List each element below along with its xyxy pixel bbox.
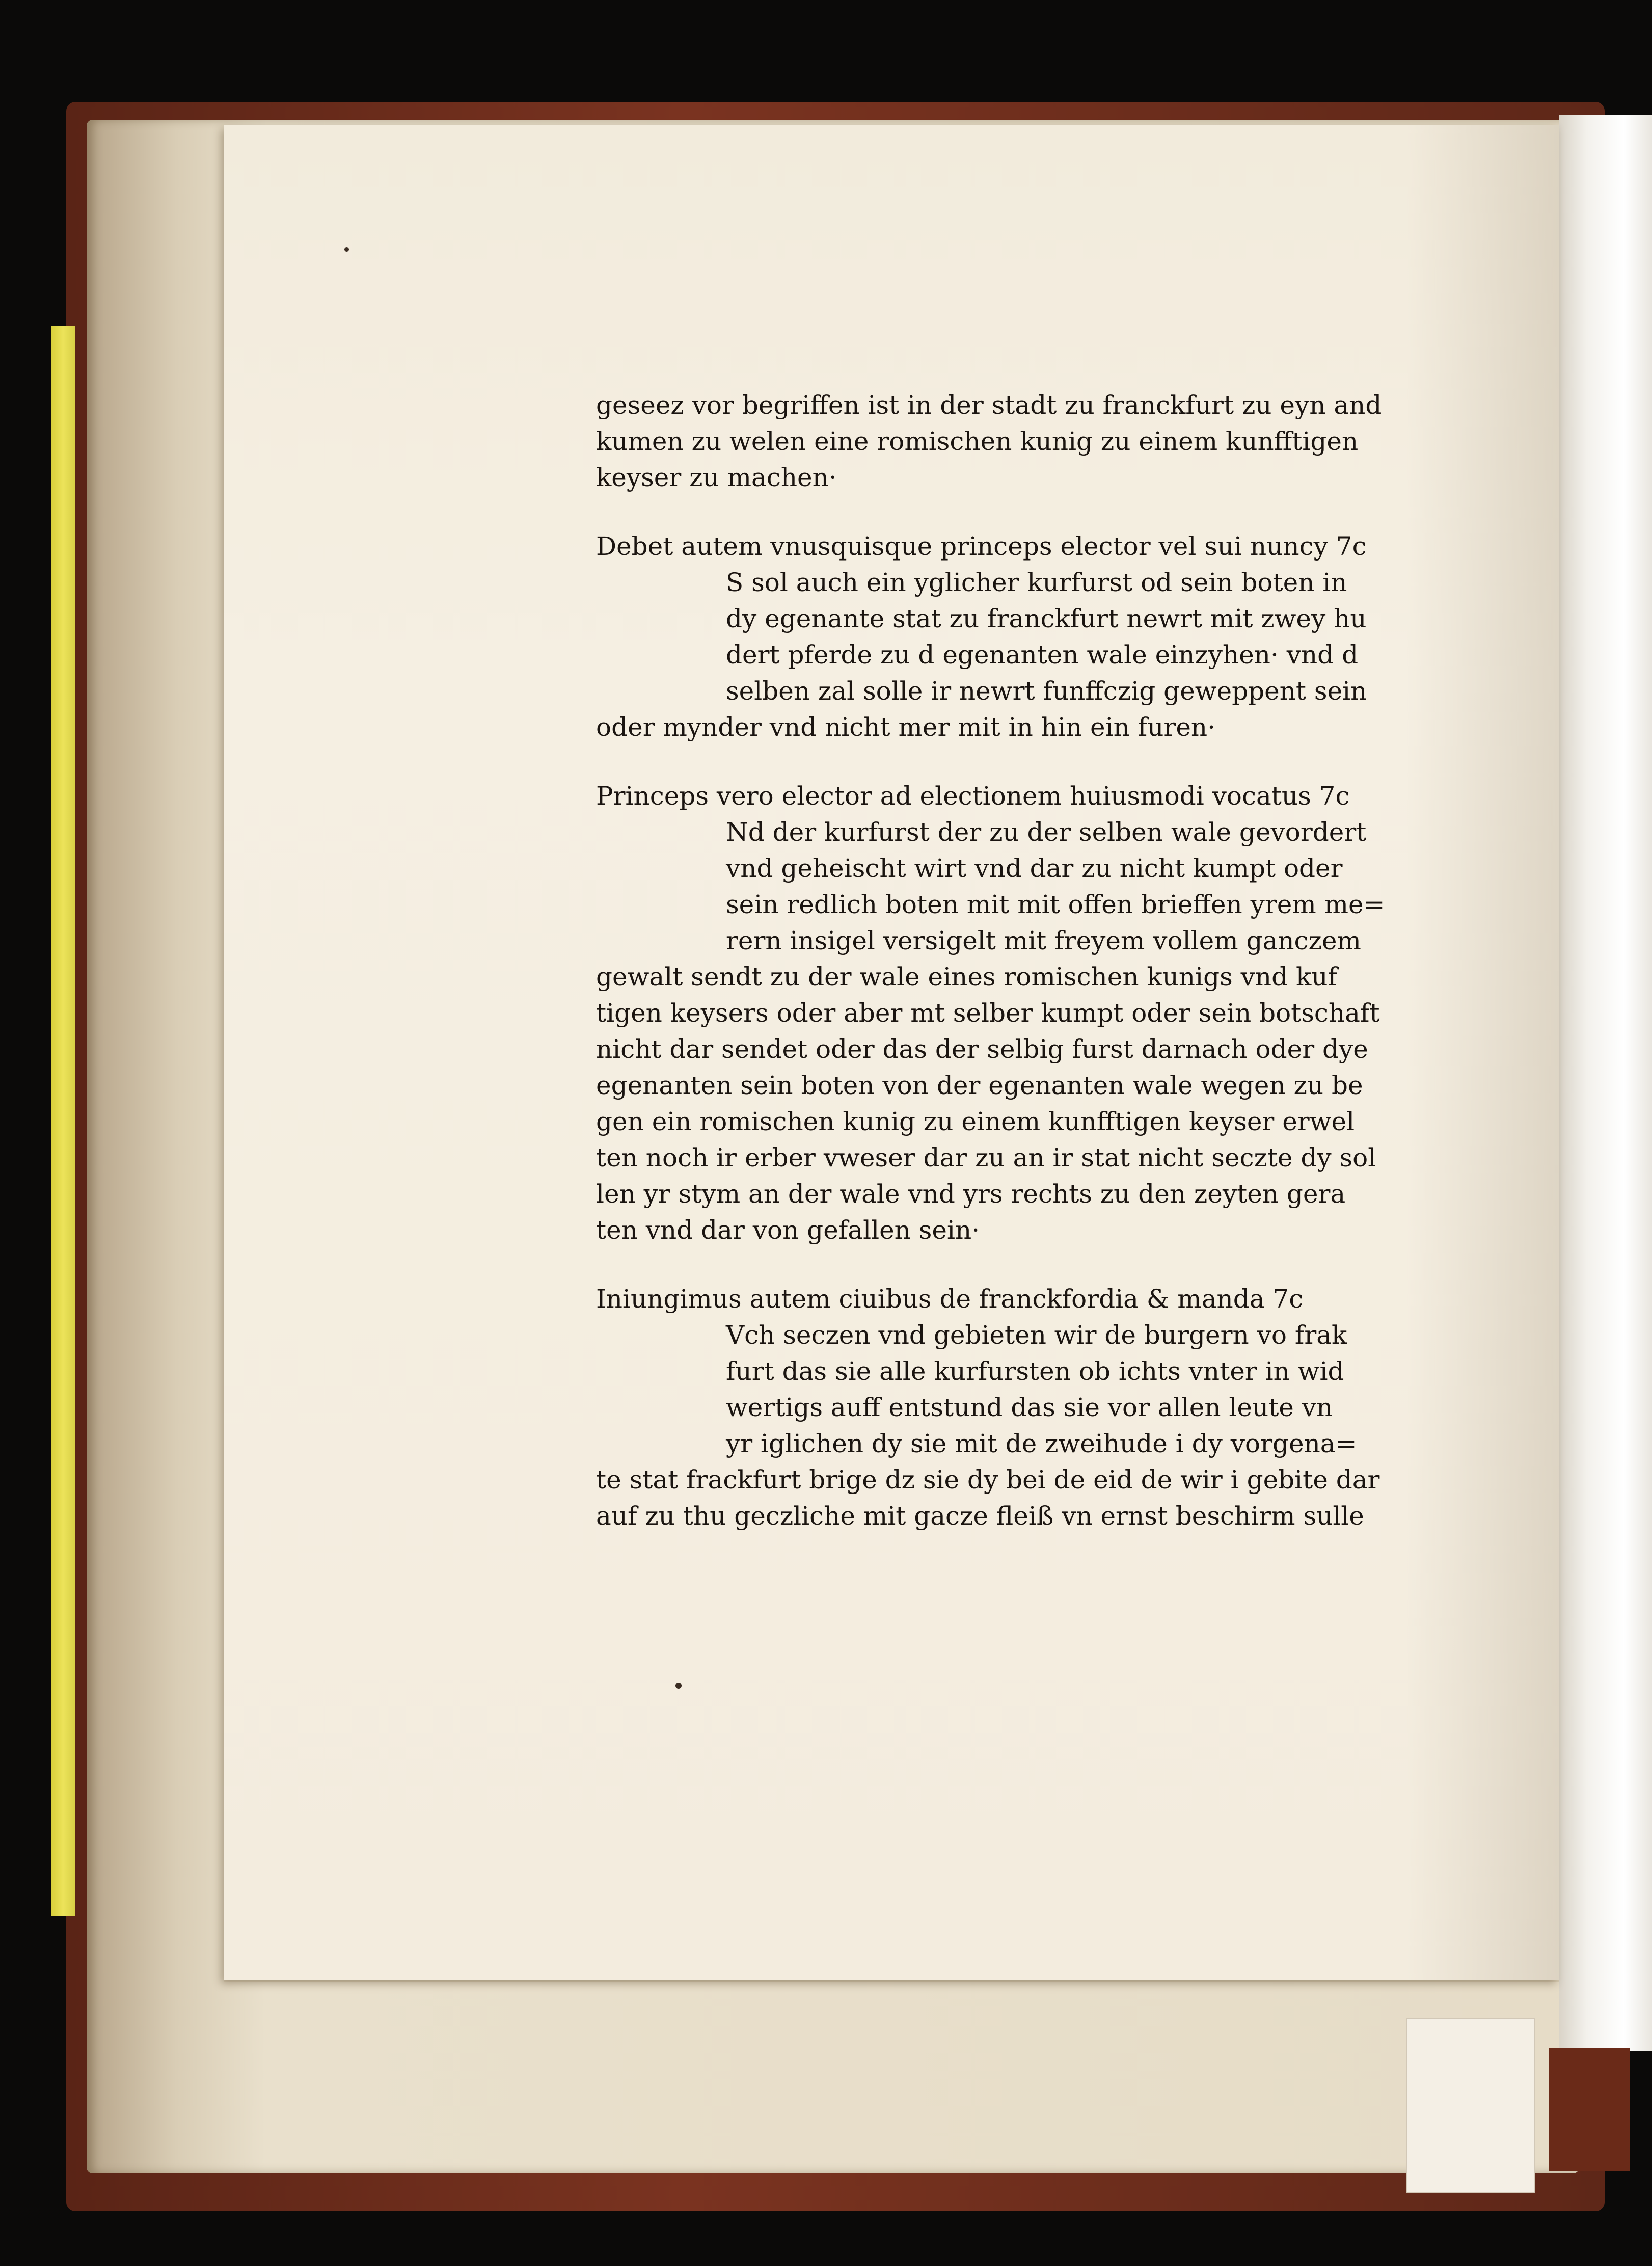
text-line: ten noch ir erber vweser dar zu an ir stat nicht seczte dy sol: [596, 1143, 1376, 1172]
facing-page-edge: [1559, 115, 1652, 2051]
text-line: Iniungimus autem ciuibus de franckfordia & manda 7c: [596, 1284, 1304, 1314]
text-line: gewalt sendt zu der wale eines romischen kunigs vnd kuf: [596, 962, 1338, 992]
text-line: dy egenante stat zu franckfurt newrt mit zwey hu: [726, 604, 1367, 633]
text-line: S sol auch ein yglicher kurfurst od sein boten in: [726, 568, 1347, 597]
text-line: egenanten sein boten von der egenanten wale wegen zu be: [596, 1071, 1363, 1100]
text-line: wertigs auff entstund das sie vor allen leute vn: [726, 1393, 1333, 1422]
text-line: dert pferde zu d egenanten wale einzyhen· vnd d: [726, 640, 1359, 670]
text-line: rern insigel versigelt mit freyem vollem ganczem: [726, 926, 1361, 955]
text-line: tigen keysers oder aber mt selber kumpt oder sein botschaft: [596, 998, 1380, 1028]
text-line: kumen zu welen eine romischen kunig zu einem kunfftigen: [596, 426, 1359, 456]
text-line: Nd der kurfurst der zu der selben wale gevordert: [726, 817, 1367, 847]
page-gutter-shadow: [1406, 125, 1559, 1980]
paper-slip-marker: [1406, 2018, 1535, 2193]
text-line: furt das sie alle kurfursten ob ichts vnter in wid: [726, 1356, 1344, 1386]
ink-speck: [675, 1683, 682, 1689]
printed-text-block: [596, 387, 1385, 1567]
paragraph: [596, 1281, 1380, 1534]
text-line: yr iglichen dy sie mit de zweihude i dy vorgena=: [726, 1429, 1357, 1458]
paragraph: [596, 528, 1367, 745]
text-line: Debet autem vnusquisque princeps elector vel sui nuncy 7c: [596, 531, 1367, 561]
binding-corner: [1549, 2048, 1630, 2171]
text-line: len yr stym an der wale vnd yrs rechts zu den zeyten gera: [596, 1179, 1346, 1209]
paragraph: [596, 387, 1382, 496]
text-line: oder mynder vnd nicht mer mit in hin ein furen·: [596, 712, 1216, 742]
text-line: te stat frackfurt brige dz sie dy bei de eid de wir i gebite dar: [596, 1465, 1380, 1495]
text-line: gen ein romischen kunig zu einem kunfftigen keyser erwel: [596, 1107, 1355, 1136]
text-line: selben zal solle ir newrt funffczig geweppent sein: [726, 676, 1367, 706]
text-line: sein redlich boten mit mit offen brieffen yrem me=: [726, 890, 1385, 919]
text-line: Princeps vero elector ad electionem huiusmodi vocatus 7c: [596, 781, 1350, 811]
text-line: vnd geheischt wirt vnd dar zu nicht kumpt oder: [726, 854, 1343, 883]
text-line: auf zu thu geczliche mit gacze fleiß vn ernst beschirm sulle: [596, 1501, 1364, 1531]
ink-speck: [344, 247, 349, 252]
paragraph: [596, 778, 1385, 1248]
text-line: keyser zu machen·: [596, 463, 837, 492]
text-line: nicht dar sendet oder das der selbig furst darnach oder dye: [596, 1034, 1368, 1064]
text-line: Vch seczen vnd gebieten wir de burgern vo frak: [726, 1320, 1347, 1350]
text-line: ten vnd dar von gefallen sein·: [596, 1215, 980, 1245]
spine-paper-strip: [51, 326, 75, 1916]
text-line: geseez vor begriffen ist in der stadt zu franckfurt zu eyn and: [596, 390, 1382, 420]
